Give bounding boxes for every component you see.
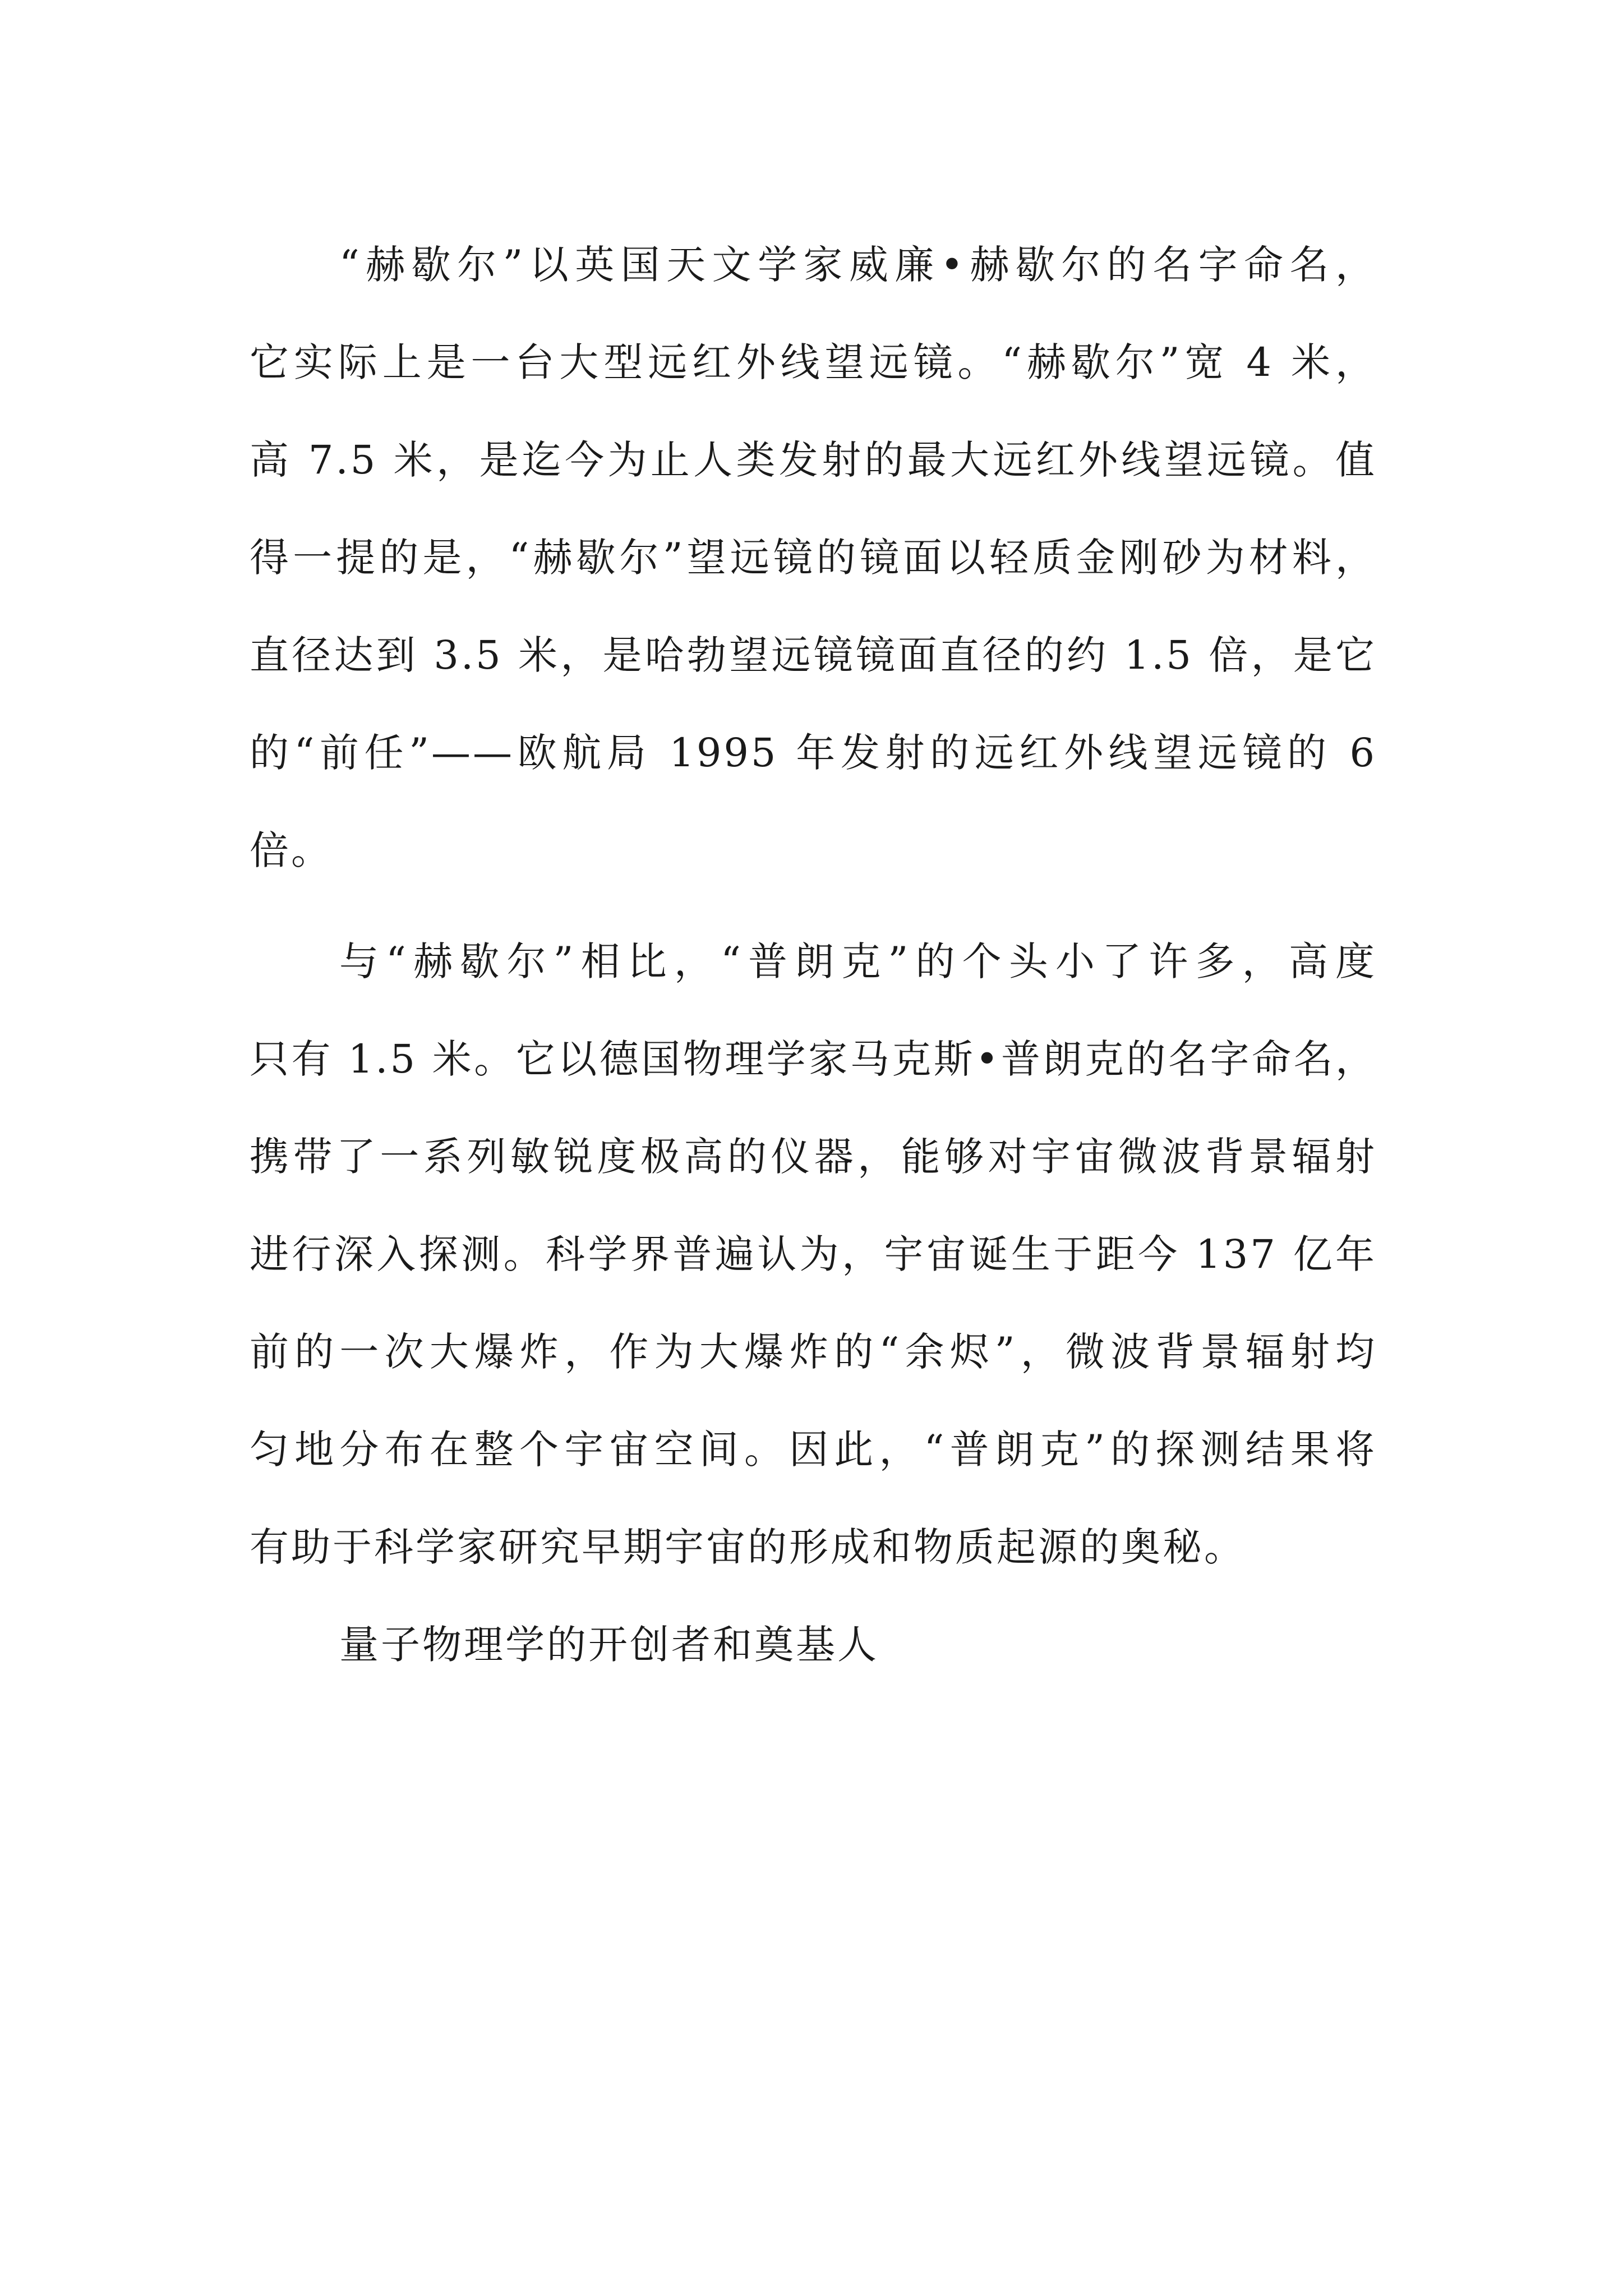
text-line: 匀地分布在整个宇宙空间。因此，“普朗克”的探测结果将 (250, 1427, 1377, 1473)
document-body (250, 216, 1377, 1694)
text-line: 量子物理学的开创者和奠基人 (339, 1622, 879, 1668)
paragraph-herschel (250, 216, 1377, 899)
text-line: 进行深入探测。科学界普遍认为，宇宙诞生于距今 137 亿年 (250, 1231, 1377, 1277)
paragraph-caption (250, 1596, 1377, 1694)
paragraph-gap (250, 899, 1377, 913)
text-line: 它实际上是一台大型远红外线望远镜。“赫歇尔”宽 4 米， (250, 339, 1377, 385)
text-line: 有助于科学家研究早期宇宙的形成和物质起源的奥秘。 (250, 1524, 1246, 1570)
text-line: 得一提的是，“赫歇尔”望远镜的镜面以轻质金刚砂为材料， (250, 535, 1377, 581)
text-line: 的“前任”——欧航局 1995 年发射的远红外线望远镜的 6 (250, 730, 1377, 776)
text-line: 只有 1.5 米。它以德国物理学家马克斯•普朗克的名字命名， (250, 1036, 1377, 1082)
text-line: 高 7.5 米，是迄今为止人类发射的最大远红外线望远镜。值 (250, 437, 1377, 483)
text-line: 直径达到 3.5 米，是哈勃望远镜镜面直径的约 1.5 倍，是它 (250, 632, 1377, 678)
text-line: 前的一次大爆炸，作为大爆炸的“余烬”，微波背景辐射均 (250, 1329, 1377, 1375)
text-line: 与“赫歇尔”相比，“普朗克”的个头小了许多，高度 (339, 938, 1377, 984)
paragraph-planck (250, 913, 1377, 1596)
text-line: “赫歇尔”以英国天文学家威廉•赫歇尔的名字命名， (339, 242, 1377, 288)
text-line: 携带了一系列敏锐度极高的仪器，能够对宇宙微波背景辐射 (250, 1134, 1377, 1180)
text-line: 倍。 (250, 827, 333, 873)
